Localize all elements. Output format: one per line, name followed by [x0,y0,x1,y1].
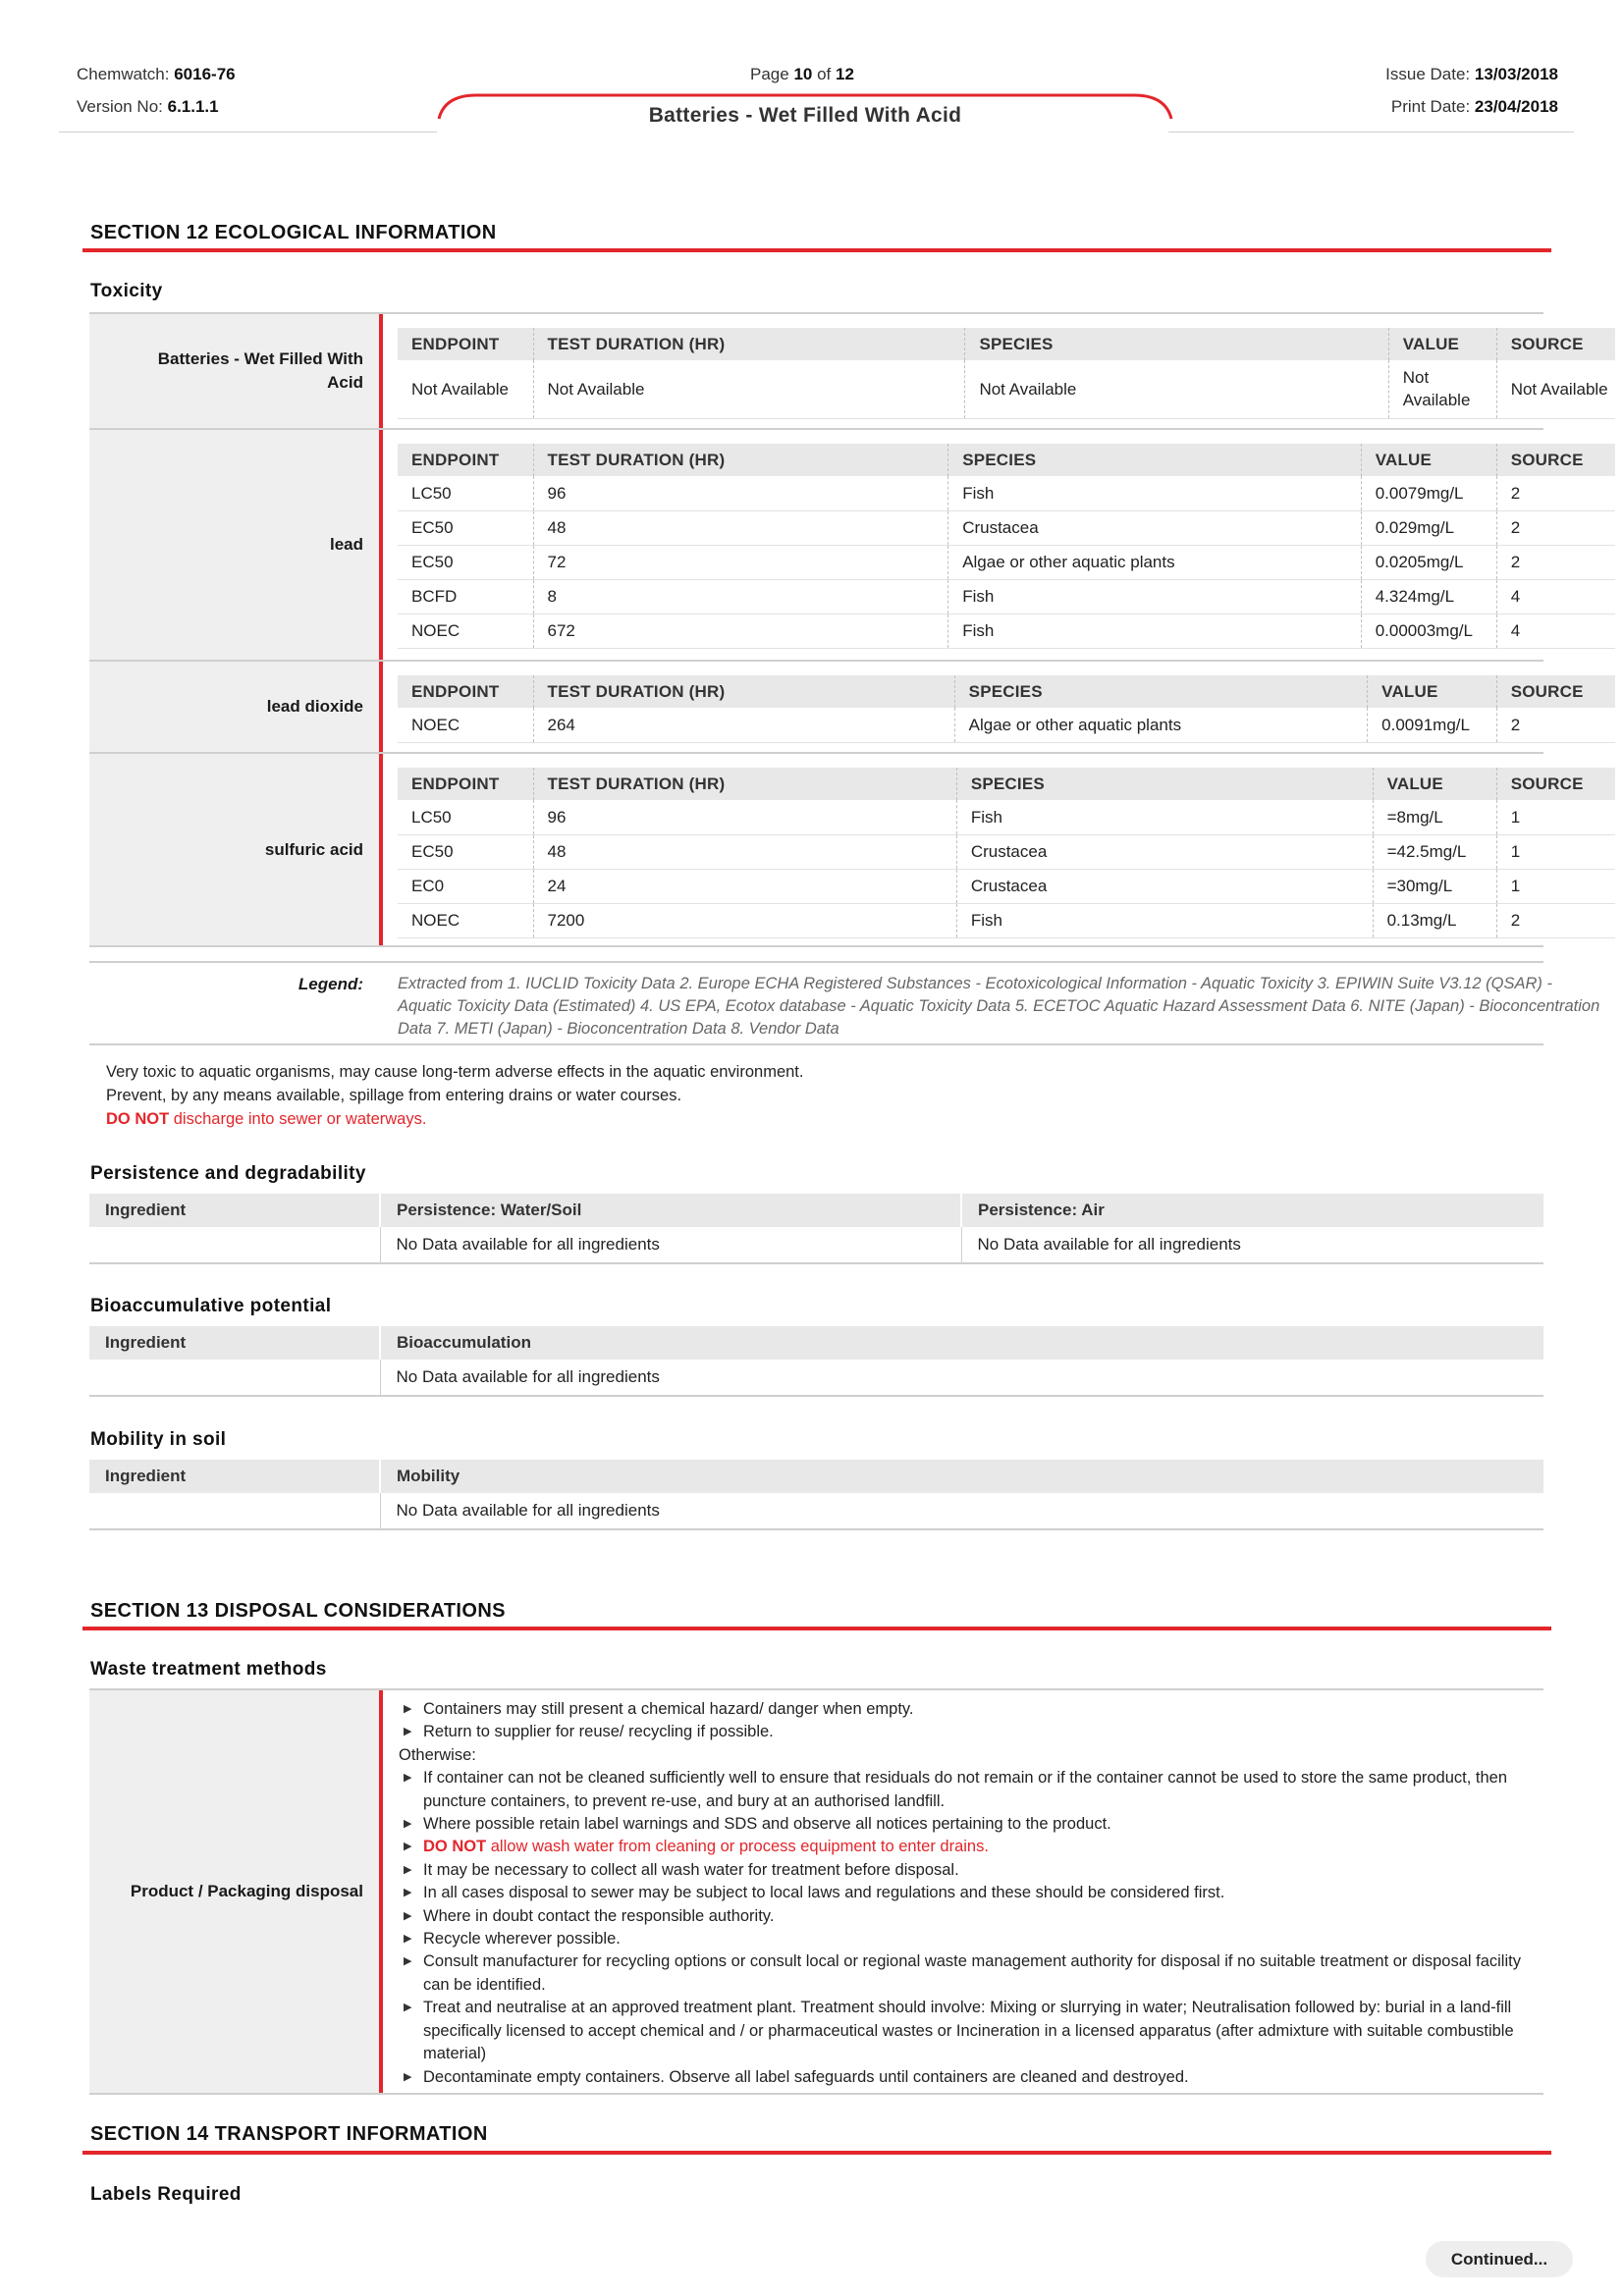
cell-ingredient [89,1227,380,1263]
list-item-text: Decontaminate empty containers. Observe all label safeguards until containers are cleaned and destroyed. [423,2067,1189,2086]
cell-source: 2 [1496,545,1615,579]
cell-source: Not Available [1496,360,1615,418]
col-ingredient: Ingredient [89,1460,380,1493]
cell-source: 2 [1496,708,1615,742]
col-species: SPECIES [956,768,1373,800]
print-date-label: Print Date: [1390,97,1471,116]
cell-test-duration: Not Available [533,360,965,418]
eco-note-3-bold: DO NOT [106,1110,170,1128]
list-item [399,2066,1538,2089]
col-source: SOURCE [1496,675,1615,708]
cell-value: 0.029mg/L [1361,510,1496,545]
mobility-table [89,1460,1543,1530]
list-item [399,1859,1538,1882]
cell-endpoint: EC50 [398,834,533,869]
bullet-triangle-icon: ▶ [404,1703,412,1715]
list-item [399,1928,1538,1950]
col-test-duration: TEST DURATION (HR) [533,768,956,800]
chemwatch-id [77,65,236,84]
table-row [89,1360,1543,1396]
list-item [399,1767,1538,1813]
table-row [398,476,1615,510]
bullet-triangle-icon: ▶ [404,1933,412,1946]
toxicity-label-cell [89,662,379,752]
col-ingredient: Ingredient [89,1326,380,1360]
ingredient-name-lead: lead [329,535,363,554]
toxicity-block-lead [89,428,1584,660]
table-header-row [398,328,1615,360]
page-indicator [750,65,854,84]
col-species: SPECIES [948,444,1362,476]
cell-source: 4 [1496,614,1615,648]
list-item-text: Where possible retain label warnings and SDS and observe all notices pertaining to the product. [423,1815,1111,1834]
toxicity-title: Toxicity [90,281,163,301]
bullet-triangle-icon: ▶ [404,1887,412,1899]
print-date-value: 23/04/2018 [1474,97,1558,116]
section-14-title: SECTION 14 TRANSPORT INFORMATION [90,2123,488,2145]
accent-bar [379,314,383,428]
table-row [398,614,1615,648]
cell-test-duration: 96 [533,800,956,834]
col-ingredient: Ingredient [89,1194,380,1227]
col-test-duration: TEST DURATION (HR) [533,444,948,476]
list-item-text: Return to supplier for reuse/ recycling if possible. [423,1723,774,1741]
version-label: Version No: [77,97,163,116]
list-item-text: Where in doubt contact the responsible authority. [423,1906,775,1925]
cell-ingredient [89,1360,380,1396]
col-test-duration: TEST DURATION (HR) [533,675,954,708]
cell-species: Not Available [965,360,1388,418]
toxicity-block-lead-dioxide [89,660,1584,752]
cell-source: 1 [1496,869,1615,903]
table-row [398,579,1615,614]
col-endpoint: ENDPOINT [398,444,533,476]
accent-bar [379,754,383,946]
list-item [399,1905,1538,1928]
col-value: VALUE [1368,675,1497,708]
continued-badge: Continued... [1426,2241,1573,2277]
col-species: SPECIES [965,328,1388,360]
col-test-duration: TEST DURATION (HR) [533,328,965,360]
version-number [77,97,219,117]
cell-test-duration: 264 [533,708,954,742]
cell-air: No Data available for all ingredients [961,1227,1543,1263]
list-item [399,1698,1538,1721]
toxicity-bottom-rule [89,945,1543,947]
cell-source: 2 [1496,510,1615,545]
table-header-row [398,675,1615,708]
list-item-text: Consult manufacturer for recycling options or consult local or regional waste management authority for disposal if no suitable treatment or disposal facility can be identified. [423,1952,1521,1994]
cell-test-duration: 48 [533,834,956,869]
bullet-triangle-icon: ▶ [404,1818,412,1831]
list-item-text: Treat and neutralise at an approved treatment plant. Treatment should involve: Mixing or slurrying in water; Neutralisation followed by: burial in a land-fill specifically licensed to accept chemical and / or pharmaceutical wastes or Incineration in a licensed apparatus (after admixture with suitable combustible material) [423,1999,1514,2063]
cell-endpoint: BCFD [398,579,533,614]
cell-source: 4 [1496,579,1615,614]
cell-species: Fish [956,903,1373,937]
issue-date-value: 13/03/2018 [1474,65,1558,83]
bullet-triangle-icon: ▶ [404,1909,412,1922]
cell-water-soil: No Data available for all ingredients [380,1227,961,1263]
toxicity-label-cell [89,314,379,428]
page-number: 10 [793,65,813,83]
list-item-text: Containers may still present a chemical hazard/ danger when empty. [423,1700,914,1718]
cell-species: Crustacea [948,510,1362,545]
accent-bar [379,662,383,752]
list-item-text: allow wash water from cleaning or process equipment to enter drains. [486,1838,989,1856]
cell-source: 2 [1496,903,1615,937]
disposal-label: Product / Packaging disposal [130,1882,363,1900]
cell-species: Algae or other aquatic plants [948,545,1362,579]
cell-test-duration: 48 [533,510,948,545]
cell-value: 0.0091mg/L [1368,708,1497,742]
cell-value: =42.5mg/L [1373,834,1496,869]
bullet-triangle-icon: ▶ [404,1726,412,1738]
list-item [399,1744,1538,1767]
cell-endpoint: Not Available [398,360,533,418]
toxicity-block-product [89,312,1608,428]
list-item-warning [399,1836,1538,1858]
toxicity-table-product [398,328,1615,419]
bullet-triangle-icon: ▶ [404,1863,412,1876]
table-row [398,800,1615,834]
cell-bioaccumulation: No Data available for all ingredients [380,1360,1543,1396]
waste-treatment-title: Waste treatment methods [90,1659,327,1680]
cell-test-duration: 7200 [533,903,956,937]
list-item-text: In all cases disposal to sewer may be subject to local laws and regulations and these should be considered first. [423,1884,1225,1902]
section-13-rule [82,1627,1551,1630]
page-label: Page [750,65,789,83]
cell-value: 0.00003mg/L [1361,614,1496,648]
cell-source: 2 [1496,476,1615,510]
table-header-row [398,768,1615,800]
table-row [398,545,1615,579]
disposal-label-cell [89,1690,379,2093]
chemwatch-value: 6016-76 [174,65,236,83]
cell-test-duration: 24 [533,869,956,903]
cell-endpoint: NOEC [398,614,533,648]
toxicity-block-sulfuric-acid [89,752,1584,946]
list-item [399,1882,1538,1904]
toxicity-table-sulfuric-acid [398,768,1615,938]
list-item [399,1721,1538,1743]
legend-box [89,961,1600,1045]
eco-note-3 [106,1110,426,1129]
table-row [398,360,1615,418]
cell-endpoint: EC0 [398,869,533,903]
cell-mobility: No Data available for all ingredients [380,1493,1543,1529]
table-header-row [89,1460,1543,1493]
cell-test-duration: 8 [533,579,948,614]
cell-value: Not Available [1388,360,1496,418]
cell-endpoint: NOEC [398,708,533,742]
cell-value: 4.324mg/L [1361,579,1496,614]
ingredient-name-sulfuric-acid: sulfuric acid [264,840,363,859]
col-bioaccumulation: Bioaccumulation [380,1326,1543,1360]
header-divider-left [59,132,437,133]
cell-value: =30mg/L [1373,869,1496,903]
table-row [398,708,1615,742]
document-title: Batteries - Wet Filled With Acid [648,104,962,127]
list-item [399,1950,1538,1997]
list-item [399,1813,1538,1836]
col-species: SPECIES [954,675,1368,708]
toxicity-label-cell [89,430,379,660]
cell-value: =8mg/L [1373,800,1496,834]
cell-endpoint: EC50 [398,545,533,579]
cell-endpoint: EC50 [398,510,533,545]
product-name: Batteries - Wet Filled With Acid [157,349,363,392]
cell-test-duration: 72 [533,545,948,579]
toxicity-label-cell [89,754,379,946]
table-row [89,1493,1543,1529]
eco-note-3-rest: discharge into sewer or waterways. [169,1110,427,1128]
disposal-list [399,1698,1538,2089]
cell-value: 0.13mg/L [1373,903,1496,937]
list-item-text: Otherwise: [399,1745,476,1764]
col-source: SOURCE [1496,768,1615,800]
header-divider-right [1168,132,1574,133]
table-row [398,903,1615,937]
col-value: VALUE [1388,328,1496,360]
list-item [399,1997,1538,2065]
cell-endpoint: LC50 [398,476,533,510]
cell-species: Crustacea [956,834,1373,869]
col-persistence-air: Persistence: Air [961,1194,1543,1227]
version-value: 6.1.1.1 [167,97,219,116]
bioaccumulative-table [89,1326,1543,1397]
table-header-row [89,1194,1543,1227]
bullet-triangle-icon: ▶ [404,2070,412,2083]
disposal-box [89,1688,1543,2095]
legend-text: Extracted from 1. IUCLID Toxicity Data 2. Europe ECHA Registered Substances - Ecotoxicological Information - Aquatic Toxicity 3. EPIWIN Suite V3.12 (QSAR) - Aquatic Toxicity Data (Estimated) 4. US EPA, Ecotox database - Aquatic Toxicity Data 5. ECETOC Aquatic Hazard Assessment Data 6. NITE (Japan) - Bioconcentration Data 7. METI (Japan) - Bioconcentration Data 8. Vendor Data [398,975,1600,1038]
cell-source: 1 [1496,800,1615,834]
table-row [398,869,1615,903]
table-row [398,510,1615,545]
bullet-triangle-icon: ▶ [404,1955,412,1968]
col-endpoint: ENDPOINT [398,328,533,360]
col-value: VALUE [1373,768,1496,800]
table-header-row [398,444,1615,476]
list-item-text: Recycle wherever possible. [423,1930,621,1949]
col-source: SOURCE [1496,328,1615,360]
persistence-table [89,1194,1543,1264]
accent-bar [379,1690,383,2093]
print-date [1391,97,1558,117]
col-endpoint: ENDPOINT [398,768,533,800]
accent-bar [379,430,383,660]
cell-source: 1 [1496,834,1615,869]
list-item-text: If container can not be cleaned sufficiently well to ensure that residuals do not remain or if the container cannot be used to store the same product, then puncture containers, to prevent re-use, and bury at an authorised landfill. [423,1769,1508,1810]
cell-test-duration: 672 [533,614,948,648]
toxicity-table-lead [398,444,1615,649]
toxicity-table-lead-dioxide [398,675,1615,743]
cell-ingredient [89,1493,380,1529]
bullet-triangle-icon: ▶ [404,1841,412,1853]
table-header-row [89,1326,1543,1360]
cell-value: 0.0079mg/L [1361,476,1496,510]
col-persistence-water-soil: Persistence: Water/Soil [380,1194,961,1227]
cell-species: Fish [956,800,1373,834]
cell-endpoint: NOEC [398,903,533,937]
section-12-title: SECTION 12 ECOLOGICAL INFORMATION [90,222,497,243]
cell-species: Fish [948,476,1362,510]
mobility-title: Mobility in soil [90,1429,227,1450]
col-endpoint: ENDPOINT [398,675,533,708]
cell-species: Fish [948,614,1362,648]
cell-endpoint: LC50 [398,800,533,834]
issue-date-label: Issue Date: [1385,65,1471,83]
cell-value: 0.0205mg/L [1361,545,1496,579]
col-value: VALUE [1361,444,1496,476]
eco-note-2: Prevent, by any means available, spillage from entering drains or water courses. [106,1087,682,1104]
cell-species: Algae or other aquatic plants [954,708,1368,742]
table-row [89,1227,1543,1263]
ingredient-name-lead-dioxide: lead dioxide [266,697,363,716]
cell-species: Crustacea [956,869,1373,903]
section-12-rule [82,248,1551,252]
table-row [398,834,1615,869]
page-of: of [817,65,832,83]
bullet-triangle-icon: ▶ [404,1772,412,1785]
section-14-rule [82,2151,1551,2155]
cell-test-duration: 96 [533,476,948,510]
chemwatch-label: Chemwatch: [77,65,170,83]
persistence-title: Persistence and degradability [90,1163,366,1184]
issue-date [1385,65,1558,84]
labels-required-title: Labels Required [90,2184,242,2205]
list-item-bold: DO NOT [423,1838,487,1856]
cell-species: Fish [948,579,1362,614]
col-source: SOURCE [1496,444,1615,476]
legend-label: Legend: [298,975,363,993]
bioaccumulative-title: Bioaccumulative potential [90,1296,332,1316]
bullet-triangle-icon: ▶ [404,2002,412,2014]
col-mobility: Mobility [380,1460,1543,1493]
page-total: 12 [836,65,854,83]
eco-note-1: Very toxic to aquatic organisms, may cause long-term adverse effects in the aquatic environment. [106,1063,804,1081]
section-13-title: SECTION 13 DISPOSAL CONSIDERATIONS [90,1600,506,1622]
list-item-text: It may be necessary to collect all wash water for treatment before disposal. [423,1860,959,1879]
